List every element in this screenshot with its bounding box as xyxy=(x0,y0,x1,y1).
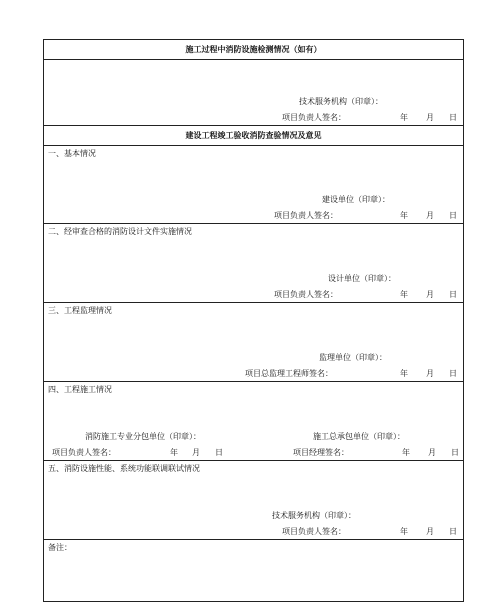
supervision-block xyxy=(44,303,463,382)
section-label: 四、工程施工情况 xyxy=(48,385,112,394)
date-year: 年 xyxy=(170,448,178,457)
section-label: 三、工程监理情况 xyxy=(48,306,112,315)
date-year: 年 xyxy=(400,290,408,299)
acceptance-form-table xyxy=(43,39,464,602)
date-year: 年 xyxy=(400,211,408,220)
section-label: 五、消防设施性能、系统功能联调联试情况 xyxy=(48,464,200,473)
date-day: 日 xyxy=(449,211,457,220)
design-implementation-block xyxy=(44,224,463,303)
section-label: 一、基本情况 xyxy=(48,149,96,158)
date-year: 年 xyxy=(402,448,410,457)
date-year: 年 xyxy=(400,113,408,122)
date-month: 月 xyxy=(428,448,436,457)
subcontractor-stamp-label: 消防施工专业分包单位（印章）： xyxy=(85,432,201,441)
date-day: 日 xyxy=(449,113,457,122)
date-month: 月 xyxy=(192,448,200,457)
section-title: 施工过程中消防设施检测情况（如有） xyxy=(185,45,322,54)
date-day: 日 xyxy=(449,527,457,536)
signer-label: 项目负责人签名： xyxy=(282,527,346,536)
date-day: 日 xyxy=(451,448,459,457)
org-stamp-label: 监理单位（印章）： xyxy=(319,353,387,362)
section-label: 二、经审查合格的消防设计文件实施情况 xyxy=(48,227,192,236)
date-month: 月 xyxy=(426,369,434,378)
date-month: 月 xyxy=(426,527,434,536)
section-title: 建设工程竣工验收消防查验情况及意见 xyxy=(185,131,322,140)
date-day: 日 xyxy=(449,290,457,299)
org-stamp-label: 设计单位（印章）： xyxy=(328,274,396,283)
general-contractor-stamp-label: 施工总承包单位（印章）： xyxy=(313,432,405,441)
remarks-block xyxy=(44,540,463,602)
date-year: 年 xyxy=(400,369,408,378)
date-year: 年 xyxy=(400,527,408,536)
section-header-inspection xyxy=(44,40,463,60)
basic-info-block xyxy=(44,146,463,224)
subcontractor-signer-label: 项目负责人签名： xyxy=(52,448,116,457)
date-day: 日 xyxy=(215,448,223,457)
signer-label: 项目负责人签名： xyxy=(282,113,346,122)
org-stamp-label: 建设单位（印章）： xyxy=(322,195,390,204)
signer-label: 项目负责人签名： xyxy=(274,211,338,220)
section-header-acceptance xyxy=(44,126,463,146)
date-day: 日 xyxy=(449,369,457,378)
date-month: 月 xyxy=(426,211,434,220)
signer-label: 项目负责人签名： xyxy=(274,290,338,299)
remarks-label: 备注： xyxy=(48,543,72,552)
construction-block xyxy=(44,382,463,461)
signer-label: 项目总监理工程师签名： xyxy=(245,369,333,378)
general-contractor-signer-label: 项目经理签名： xyxy=(293,448,349,457)
org-stamp-label: 技术服务机构（印章）： xyxy=(299,97,383,106)
date-month: 月 xyxy=(426,290,434,299)
inspection-block xyxy=(44,60,463,126)
org-stamp-label: 技术服务机构（印章）： xyxy=(272,511,356,520)
testing-block xyxy=(44,461,463,540)
date-month: 月 xyxy=(426,113,434,122)
